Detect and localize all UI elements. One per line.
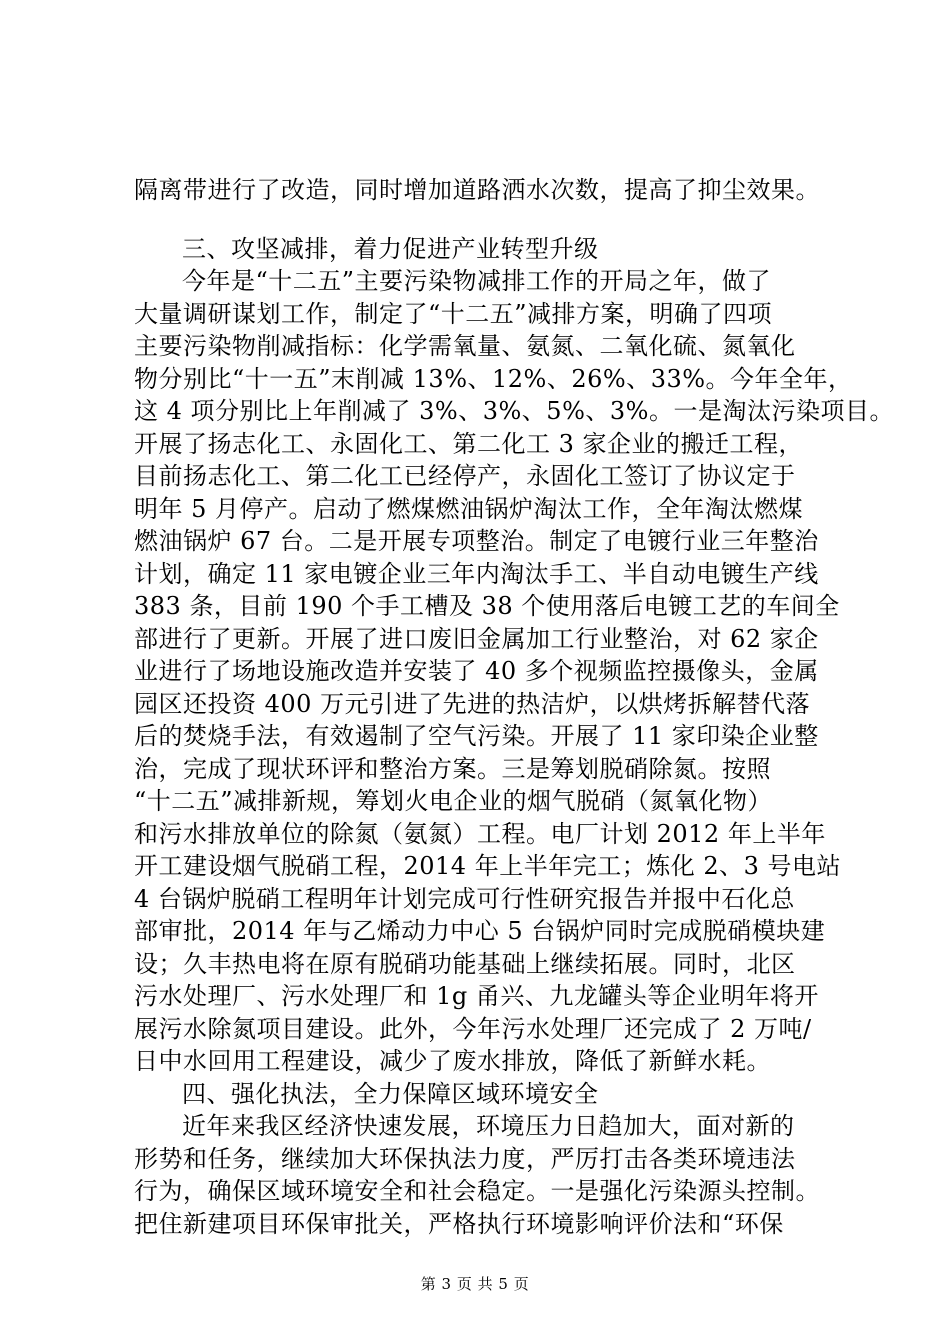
paragraph-line: 明年 5 月停产。启动了燃煤燃油锅炉淘汰工作，全年淘汰燃煤 <box>134 494 804 523</box>
paragraph-line: 大量调研谋划工作，制定了“十二五”减排方案，明确了四项 <box>134 299 773 328</box>
paragraph-line: 383 条，目前 190 个手工槽及 38 个使用落后电镀工艺的车间全 <box>134 592 840 620</box>
paragraph-line: 主要污染物削减指标：化学需氧量、氨氮、二氧化硫、氮氧化 <box>134 332 796 360</box>
paragraph-line: 4 台锅炉脱硝工程明年计划完成可行性研究报告并报中石化总 <box>134 884 795 913</box>
paragraph-line: 日中水回用工程建设，减少了废水排放，降低了新鲜水耗。 <box>134 1047 771 1075</box>
paragraph-line: 燃油锅炉 67 台。二是开展专项整治。制定了电镀行业三年整治 <box>134 527 819 555</box>
paragraph-line: 设；久丰热电将在原有脱硝功能基础上继续拓展。同时，北区 <box>134 949 796 978</box>
paragraph-line: 污水处理厂、污水处理厂和 1g 甬兴、九龙罐头等企业明年将开 <box>134 982 819 1010</box>
paragraph-line: 开展了扬志化工、永固化工、第二化工 3 家企业的搬迁工程， <box>134 429 804 458</box>
paragraph-line: 行为，确保区域环境安全和社会稳定。一是强化污染源头控制。 <box>134 1177 820 1205</box>
paragraph-line: 展污水除氮项目建设。此外，今年污水处理厂还完成了 2 万吨/ <box>134 1014 812 1043</box>
paragraph-line: 这 4 项分别比上年削减了 3%、3%、5%、3%。一是淘汰污染项目。 <box>134 397 894 425</box>
paragraph-line: 开工建设烟气脱硝工程，2014 年上半年完工；炼化 2、3 号电站 <box>134 852 842 880</box>
paragraph-line: 隔离带进行了改造，同时增加道路洒水次数，提高了抑尘效果。 <box>134 176 820 204</box>
paragraph-line: 把住新建项目环保审批关，严格执行环境影响评价法和“环保 <box>134 1209 784 1238</box>
paragraph-gap <box>134 207 834 233</box>
section-heading-3: 三、攻坚减排，着力促进产业转型升级 <box>182 234 599 263</box>
paragraph-line: 后的焚烧手法，有效遏制了空气污染。开展了 11 家印染企业整 <box>134 722 819 750</box>
paragraph-line: 今年是“十二五”主要污染物减排工作的开局之年，做了 <box>182 267 772 295</box>
paragraph-line: 目前扬志化工、第二化工已经停产，永固化工签订了协议定于 <box>134 462 796 490</box>
paragraph-line: 计划，确定 11 家电镀企业三年内淘汰手工、半自动电镀生产线 <box>134 559 819 588</box>
paragraph-line: 近年来我区经济快速发展，环境压力日趋加大，面对新的 <box>182 1112 795 1140</box>
paragraph-line: 形势和任务，继续加大环保执法力度，严厉打击各类环境违法 <box>134 1144 796 1173</box>
paragraph-line: 治，完成了现状环评和整治方案。三是筹划脱硝除氮。按照 <box>134 754 771 783</box>
paragraph-line: 部审批，2014 年与乙烯动力中心 5 台锅炉同时完成脱硝模块建 <box>134 917 826 945</box>
paragraph-line: 物分别比“十一五”末削减 13%、12%、26%、33%。今年全年， <box>134 364 853 393</box>
page-footer: 第 3 页 共 5 页 <box>420 1275 530 1293</box>
section-heading-4: 四、强化执法，全力保障区域环境安全 <box>182 1079 599 1108</box>
paragraph-line: 业进行了场地设施改造并安装了 40 多个视频监控摄像头，金属 <box>134 657 819 685</box>
paragraph-line: “十二五”减排新规，筹划火电企业的烟气脱硝（氮氧化物） <box>134 787 773 815</box>
document-body <box>134 174 894 1240</box>
paragraph-line: 园区还投资 400 万元引进了先进的热洁炉，以烘烤拆解替代落 <box>134 689 811 718</box>
paragraph-line: 和污水排放单位的除氮（氨氮）工程。电厂计划 2012 年上半年 <box>134 819 826 848</box>
paragraph-line: 部进行了更新。开展了进口废旧金属加工行业整治，对 62 家企 <box>134 624 819 653</box>
